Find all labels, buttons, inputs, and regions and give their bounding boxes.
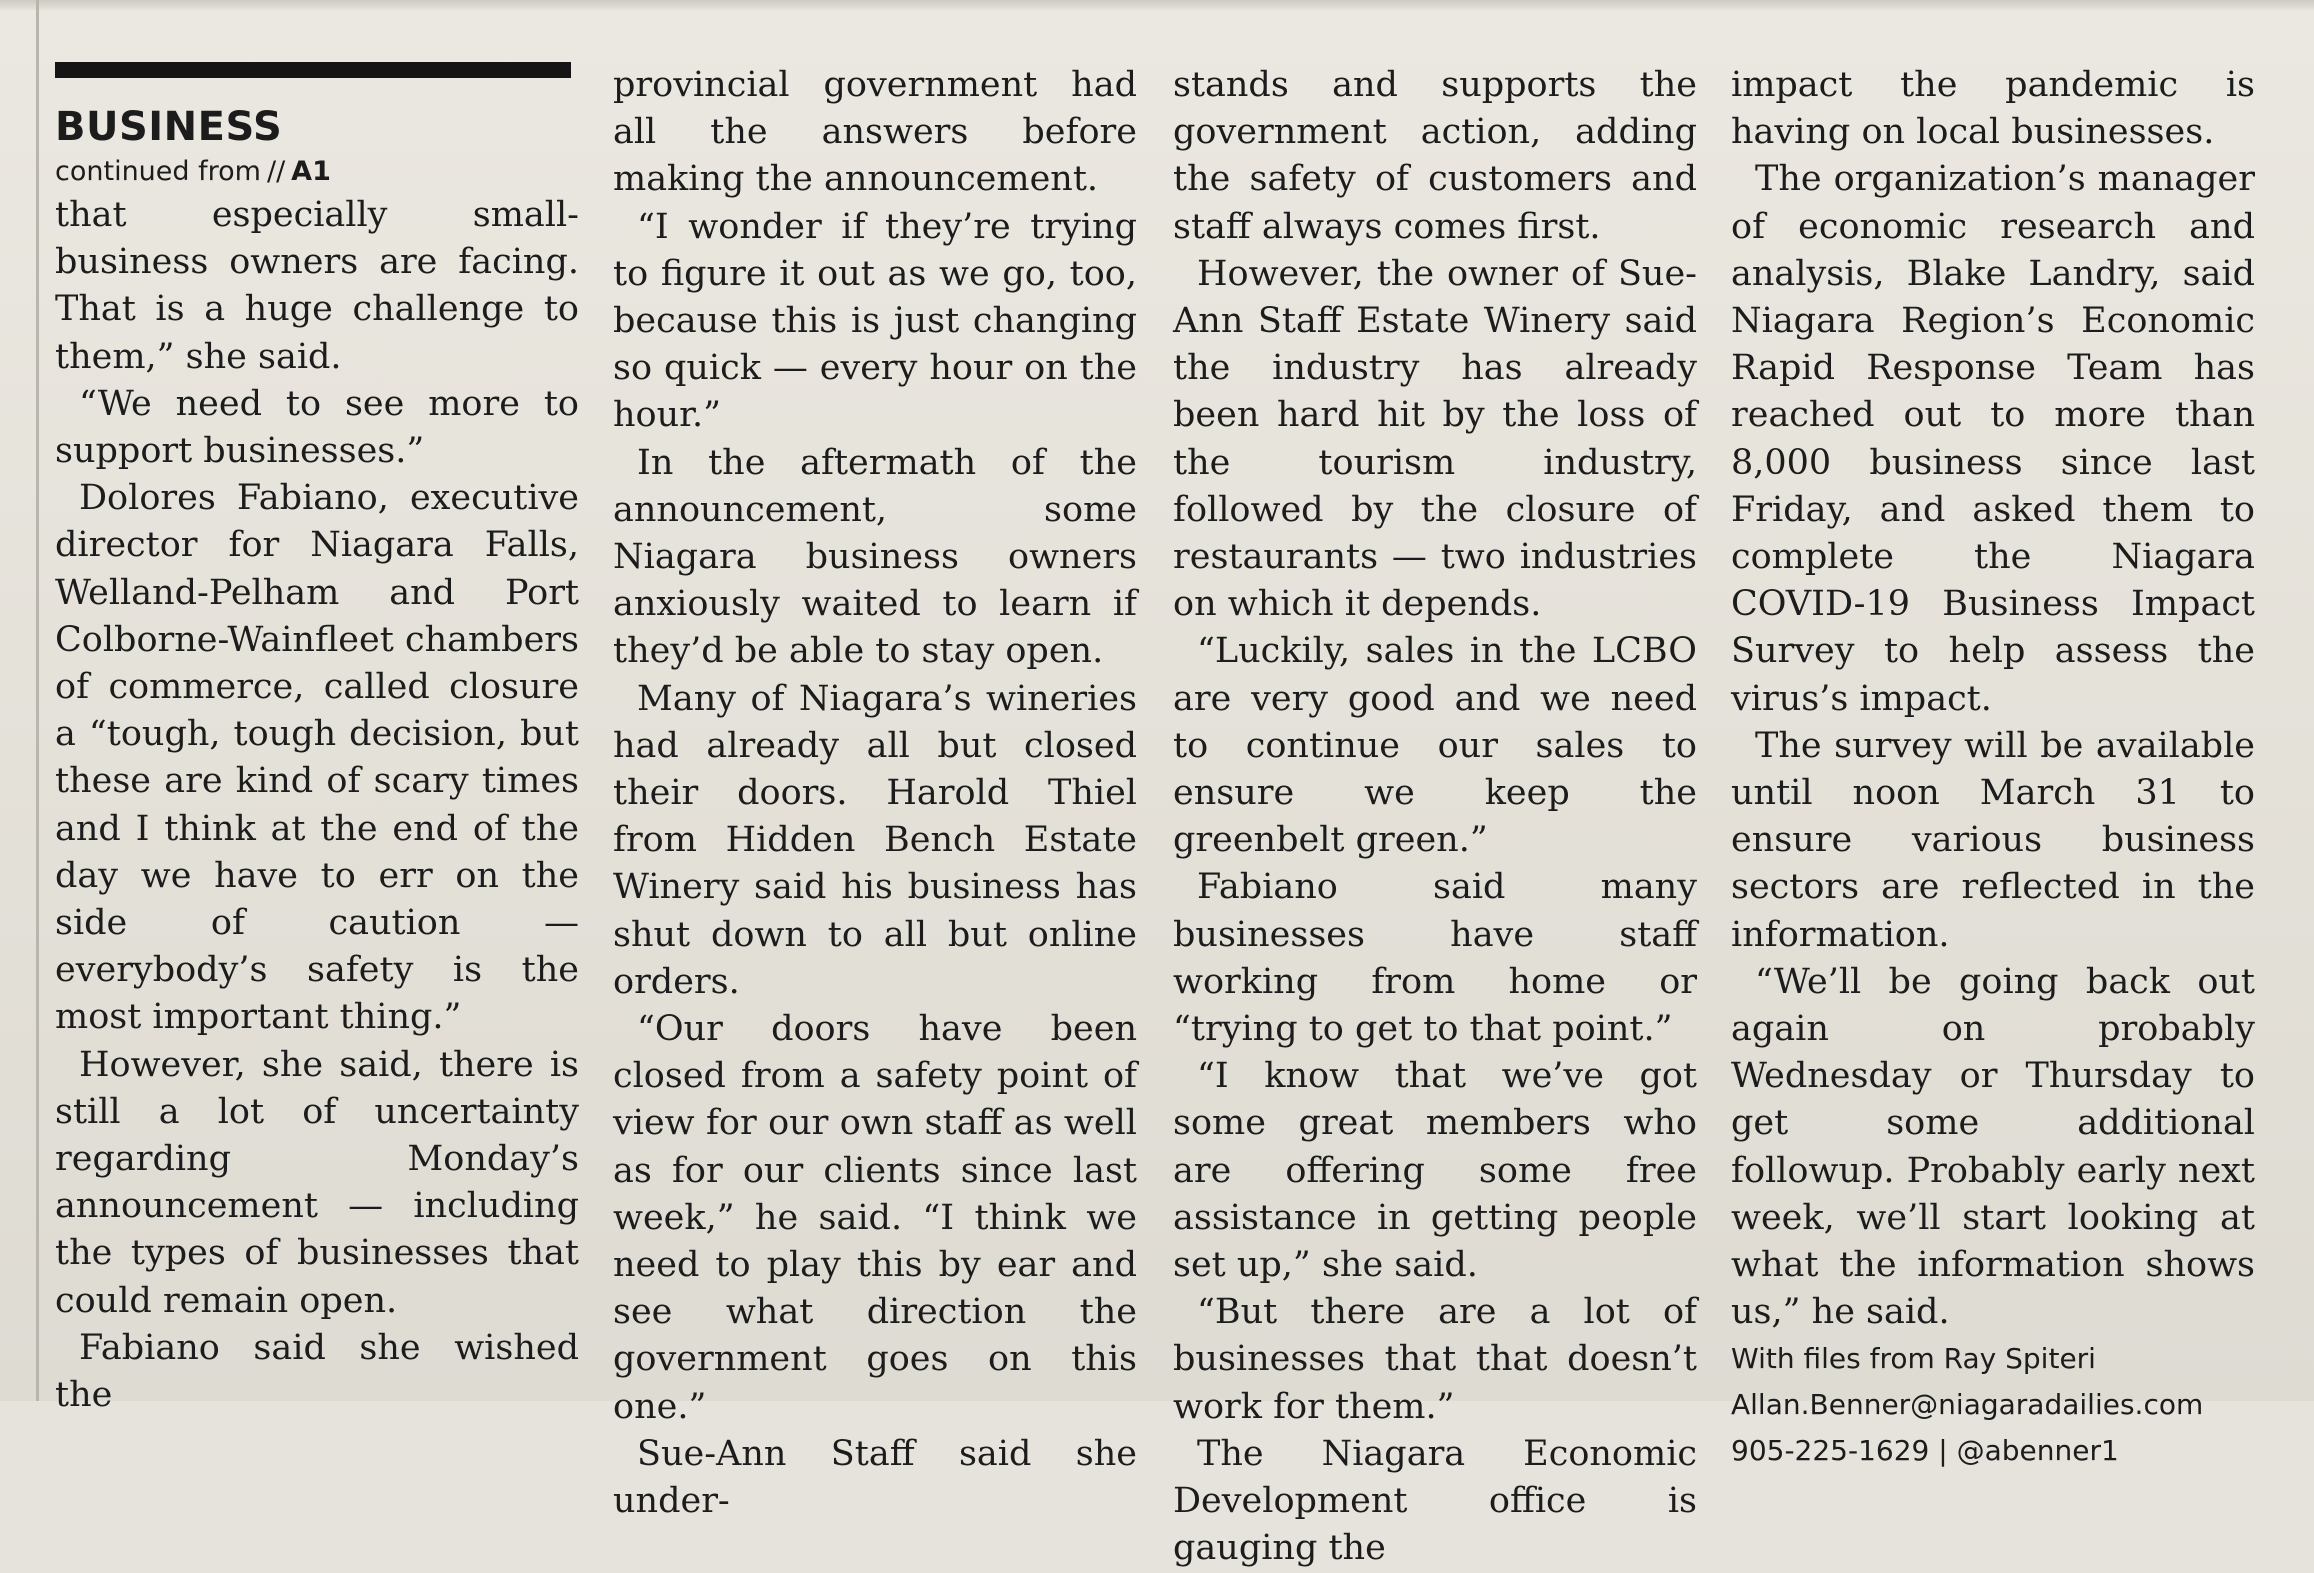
- column-4: [1731, 62, 2255, 1474]
- paragraph: Fabiano said many businesses have staff working from home or “trying to get to that point.”: [1173, 867, 1697, 1050]
- paragraph: provincial government had all the answers before making the announcement.: [613, 65, 1137, 200]
- section-rule: [55, 62, 571, 78]
- paragraph: Dolores Fabiano, executive director for Niagara Falls, Welland-Pelham and Port Colborne-Wainfleet chambers of commerce, called closure a “tough, tough decision, but these are kind of scary times and I think at the end of the day we have to err on the side of caution — everybody’s safety is the most important thing.”: [55, 478, 579, 1038]
- paragraph: stands and supports the government action, adding the safety of customers and staff always comes first.: [1173, 65, 1697, 247]
- paragraph: “But there are a lot of businesses that that doesn’t work for them.”: [1173, 1292, 1697, 1427]
- paragraph: that especially small-business owners are facing. That is a huge challenge to them,” she said.: [55, 195, 579, 377]
- credit-phone-handle: 905-225-1629 | @abenner1: [1731, 1434, 2119, 1468]
- continued-slashes: //: [266, 156, 286, 187]
- page-top-edge: [0, 0, 2314, 10]
- paragraph: The Niagara Economic Development office is gauging the: [1173, 1433, 1697, 1569]
- column-2: [613, 62, 1137, 1525]
- paragraph: Fabiano said she wished the: [55, 1327, 579, 1416]
- paragraph: However, she said, there is still a lot of uncertainty regarding Monday’s announcement — including the types of businesses that could remain open.: [55, 1044, 579, 1321]
- continued-prefix: continued from: [55, 156, 261, 187]
- paragraph: “I know that we’ve got some great members who are offering some free assistance in getting people set up,” she said.: [1173, 1056, 1697, 1286]
- credit-files-from: With files from Ray Spiteri: [1731, 1342, 2096, 1376]
- paragraph: “I wonder if they’re trying to figure it out as we go, too, because this is just changing so quick — every hour on the hour.”: [613, 206, 1137, 436]
- paragraph: “We need to see more to support businesses.”: [55, 383, 579, 472]
- paragraph: Many of Niagara’s wineries had already all but closed their doors. Harold Thiel from Hidden Bench Estate Winery said his business has shut down to all but online orders.: [613, 678, 1137, 1002]
- column-3: [1173, 62, 1697, 1573]
- continued-from: [55, 152, 579, 192]
- credit-email: Allan.Benner@niagaradailies.com: [1731, 1388, 2204, 1422]
- section-label: BUSINESS: [55, 104, 283, 150]
- paragraph: The survey will be available until noon March 31 to ensure various business sectors are reflected in the information.: [1731, 725, 2255, 955]
- column-1: [55, 62, 579, 1419]
- paragraph: In the aftermath of the announcement, some Niagara business owners anxiously waited to learn if they’d be able to stay open.: [613, 442, 1137, 672]
- paragraph: “We’ll be going back out again on probably Wednesday or Thursday to get some additional followup. Probably early next week, we’ll start looking at what the information shows us,” he said.: [1731, 961, 2255, 1333]
- column-gutter-rule: [36, 0, 39, 1401]
- paragraph: impact the pandemic is having on local businesses.: [1731, 65, 2255, 153]
- paragraph: “Luckily, sales in the LCBO are very good and we need to continue our sales to ensure we keep the greenbelt green.”: [1173, 631, 1697, 861]
- byline-credits: [1731, 1336, 2255, 1474]
- paragraph: Sue-Ann Staff said she under-: [613, 1433, 1137, 1522]
- paragraph: “Our doors have been closed from a safety point of view for our own staff as well as for our clients since last week,” he said. “I think we need to play this by ear and see what direction the government goes on this one.”: [613, 1009, 1137, 1427]
- paragraph: However, the owner of Sue-Ann Staff Estate Winery said the industry has already been hard hit by the loss of the tourism industry, followed by the closure of restaurants — two industries on which it depends.: [1173, 253, 1697, 625]
- continued-page-ref: A1: [291, 156, 331, 187]
- paragraph: The organization’s manager of economic research and analysis, Blake Landry, said Niagara Region’s Economic Rapid Response Team has reached out to more than 8,000 business since last Friday, and asked them to complete the Niagara COVID-19 Business Impact Survey to help assess the virus’s impact.: [1731, 159, 2255, 719]
